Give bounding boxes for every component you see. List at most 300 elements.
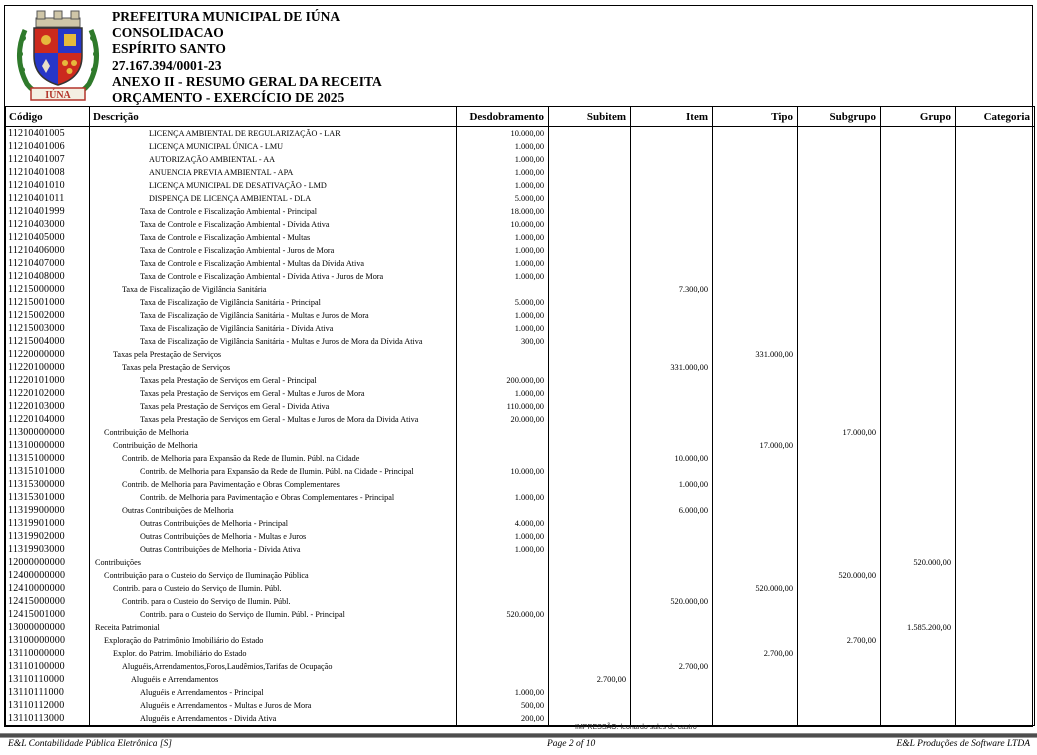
cell-subitem: [549, 166, 631, 179]
cell-item: [631, 556, 713, 569]
cell-tipo: [713, 257, 798, 270]
column-header-desdobramento: Desdobramento: [457, 107, 549, 127]
row-description: Taxas pela Prestação de Serviços em Geral - Divida Ativa: [90, 400, 457, 413]
cell-desdobramento: [457, 660, 549, 673]
table-row: [6, 478, 1035, 491]
cell-subitem: [549, 140, 631, 153]
cell-categoria: [956, 205, 1035, 218]
cell-item: [631, 413, 713, 426]
cell-categoria: [956, 517, 1035, 530]
cell-desdobramento: [457, 504, 549, 517]
cell-item: [631, 192, 713, 205]
table-row: [6, 166, 1035, 179]
row-description: Aluguéis e Arrendamentos: [90, 673, 457, 686]
row-description: Contribuição para o Custeio do Serviço de Iluminação Pública: [90, 569, 457, 582]
cell-grupo: [881, 504, 956, 517]
cell-grupo: [881, 465, 956, 478]
cell-subgrupo: [798, 244, 881, 257]
cell-categoria: [956, 127, 1035, 141]
row-code: 13100000000: [6, 634, 90, 647]
cell-subgrupo: [798, 582, 881, 595]
cell-desdobramento: 1.000,00: [457, 257, 549, 270]
row-code: 11210401010: [6, 179, 90, 192]
cell-grupo: [881, 322, 956, 335]
cell-subitem: [549, 517, 631, 530]
row-code: 11310000000: [6, 439, 90, 452]
cell-subitem: [549, 556, 631, 569]
cell-desdobramento: [457, 647, 549, 660]
row-code: 11319902000: [6, 530, 90, 543]
table-row: [6, 361, 1035, 374]
cell-subitem: [549, 660, 631, 673]
row-description: Aluguéis,Arrendamentos,Foros,Laudêmios,Tarifas de Ocupação: [90, 660, 457, 673]
cell-subitem: [549, 569, 631, 582]
row-description: Taxa de Fiscalização de Vigilância Sanitária - Principal: [90, 296, 457, 309]
cell-categoria: [956, 452, 1035, 465]
cell-item: [631, 322, 713, 335]
cell-categoria: [956, 283, 1035, 296]
cell-categoria: [956, 595, 1035, 608]
cell-item: 1.000,00: [631, 478, 713, 491]
cell-subgrupo: [798, 608, 881, 621]
cell-subitem: [549, 647, 631, 660]
table-row: [6, 309, 1035, 322]
logo-banner-text: IÚNA: [45, 90, 71, 101]
cell-desdobramento: [457, 556, 549, 569]
cell-tipo: [713, 322, 798, 335]
cell-grupo: [881, 660, 956, 673]
row-code: 11220104000: [6, 413, 90, 426]
row-description: Contrib. de Melhoria para Expansão da Rede de Ilumin. Públ. na Cidade - Principal: [90, 465, 457, 478]
cell-tipo: [713, 153, 798, 166]
cell-item: [631, 517, 713, 530]
cell-subgrupo: 2.700,00: [798, 634, 881, 647]
cell-subgrupo: [798, 218, 881, 231]
row-code: 12000000000: [6, 556, 90, 569]
cell-categoria: [956, 166, 1035, 179]
cell-desdobramento: 18.000,00: [457, 205, 549, 218]
column-header-grupo: Grupo: [881, 107, 956, 127]
cell-tipo: [713, 673, 798, 686]
cell-tipo: 2.700,00: [713, 647, 798, 660]
row-code: 11210403000: [6, 218, 90, 231]
cell-subitem: [549, 634, 631, 647]
cell-categoria: [956, 699, 1035, 712]
cell-subgrupo: [798, 517, 881, 530]
row-description: Contrib. de Melhoria para Pavimentação e Obras Complementares: [90, 478, 457, 491]
cell-item: [631, 257, 713, 270]
row-description: Outras Contribuições de Melhoria - Dívida Ativa: [90, 543, 457, 556]
cell-item: [631, 530, 713, 543]
budget-exercise-title: ORÇAMENTO - EXERCÍCIO DE 2025: [112, 90, 345, 106]
row-code: 11319901000: [6, 517, 90, 530]
table-row: [6, 179, 1035, 192]
column-header-item: Item: [631, 107, 713, 127]
cell-grupo: [881, 569, 956, 582]
cell-item: [631, 205, 713, 218]
table-row: [6, 647, 1035, 660]
table-row: [6, 296, 1035, 309]
cell-subgrupo: [798, 400, 881, 413]
row-description: Contrib. de Melhoria para Expansão da Rede de Ilumin. Públ. na Cidade: [90, 452, 457, 465]
row-code: 11210401006: [6, 140, 90, 153]
table-row: [6, 686, 1035, 699]
cell-item: [631, 569, 713, 582]
cell-subitem: [549, 530, 631, 543]
cell-grupo: [881, 283, 956, 296]
cell-tipo: [713, 595, 798, 608]
footer-page-number: Page 2 of 10: [547, 739, 596, 749]
column-header-codigo: Código: [6, 107, 90, 127]
table-row: [6, 569, 1035, 582]
row-code: 11220000000: [6, 348, 90, 361]
cell-subitem: [549, 686, 631, 699]
cell-subgrupo: [798, 192, 881, 205]
cell-tipo: 520.000,00: [713, 582, 798, 595]
column-header-subgrupo: Subgrupo: [798, 107, 881, 127]
cell-grupo: [881, 205, 956, 218]
cell-grupo: [881, 374, 956, 387]
cell-grupo: 520.000,00: [881, 556, 956, 569]
cell-subgrupo: [798, 543, 881, 556]
cell-item: [631, 634, 713, 647]
row-code: 11220100000: [6, 361, 90, 374]
row-description: Aluguéis e Arrendamentos - Multas e Juros de Mora: [90, 699, 457, 712]
cell-desdobramento: 10.000,00: [457, 218, 549, 231]
cell-desdobramento: 5.000,00: [457, 296, 549, 309]
cell-desdobramento: [457, 621, 549, 634]
cell-subitem: [549, 361, 631, 374]
cell-desdobramento: 10.000,00: [457, 127, 549, 141]
cell-grupo: [881, 712, 956, 726]
row-code: 11319903000: [6, 543, 90, 556]
cell-grupo: [881, 296, 956, 309]
cell-tipo: [713, 244, 798, 257]
row-description: Contrib. para o Custeio do Serviço de Ilumin. Públ. - Principal: [90, 608, 457, 621]
report-frame: [4, 5, 1033, 727]
footer-company-name: E&L Produções de Software LTDA: [896, 739, 1030, 749]
cell-categoria: [956, 712, 1035, 726]
table-row: [6, 140, 1035, 153]
column-header-subitem: Subitem: [549, 107, 631, 127]
cell-grupo: [881, 595, 956, 608]
cell-subgrupo: [798, 712, 881, 726]
cell-item: [631, 374, 713, 387]
cell-tipo: [713, 465, 798, 478]
row-description: DISPENÇA DE LICENÇA AMBIENTAL - DLA: [90, 192, 457, 205]
cell-item: [631, 426, 713, 439]
row-code: 13110110000: [6, 673, 90, 686]
cell-subitem: 2.700,00: [549, 673, 631, 686]
cell-subgrupo: [798, 387, 881, 400]
cell-subgrupo: [798, 322, 881, 335]
table-row: [6, 491, 1035, 504]
table-row: [6, 218, 1035, 231]
table-row: [6, 426, 1035, 439]
cell-subgrupo: [798, 205, 881, 218]
cell-categoria: [956, 491, 1035, 504]
cell-grupo: [881, 426, 956, 439]
cell-tipo: [713, 517, 798, 530]
cell-grupo: [881, 517, 956, 530]
cell-tipo: [713, 283, 798, 296]
row-description: Taxa de Controle e Fiscalização Ambiental - Juros de Mora: [90, 244, 457, 257]
table-row: [6, 283, 1035, 296]
cell-tipo: [713, 491, 798, 504]
cell-desdobramento: 10.000,00: [457, 465, 549, 478]
row-code: 11215004000: [6, 335, 90, 348]
table-row: [6, 127, 1035, 141]
cell-item: [631, 244, 713, 257]
table-row: [6, 400, 1035, 413]
cell-tipo: [713, 478, 798, 491]
row-description: Contrib. para o Custeio do Serviço de Ilumin. Públ.: [90, 582, 457, 595]
cell-desdobramento: [457, 452, 549, 465]
cell-desdobramento: 1.000,00: [457, 140, 549, 153]
cell-subgrupo: [798, 504, 881, 517]
cell-desdobramento: [457, 673, 549, 686]
row-code: 13110112000: [6, 699, 90, 712]
cell-subgrupo: [798, 686, 881, 699]
cell-tipo: 331.000,00: [713, 348, 798, 361]
cell-item: [631, 127, 713, 141]
row-description: AUTORIZAÇÃO AMBIENTAL - AA: [90, 153, 457, 166]
report-header: [5, 6, 1032, 106]
row-description: Contrib. para o Custeio do Serviço de Ilumin. Públ.: [90, 595, 457, 608]
cell-categoria: [956, 543, 1035, 556]
cell-item: [631, 647, 713, 660]
cell-item: [631, 231, 713, 244]
cell-categoria: [956, 257, 1035, 270]
cell-categoria: [956, 387, 1035, 400]
cell-subgrupo: 17.000,00: [798, 426, 881, 439]
cell-subgrupo: [798, 621, 881, 634]
row-description: Outras Contribuições de Melhoria - Multas e Juros: [90, 530, 457, 543]
footer-divider: [0, 733, 1037, 738]
row-description: Contribuição de Melhoria: [90, 426, 457, 439]
row-code: 11315101000: [6, 465, 90, 478]
cell-item: [631, 582, 713, 595]
cell-subgrupo: [798, 478, 881, 491]
cell-subitem: [549, 699, 631, 712]
table-row: [6, 465, 1035, 478]
cell-tipo: [713, 660, 798, 673]
cell-grupo: [881, 244, 956, 257]
entity-name: PREFEITURA MUNICIPAL DE IÚNA: [112, 9, 341, 24]
column-header-descricao: Descrição: [90, 107, 457, 127]
table-row: [6, 439, 1035, 452]
table-row: [6, 387, 1035, 400]
row-code: 11220101000: [6, 374, 90, 387]
cell-desdobramento: [457, 439, 549, 452]
row-description: Contrib. de Melhoria para Pavimentação e Obras Complementares - Principal: [90, 491, 457, 504]
cell-tipo: [713, 686, 798, 699]
cell-grupo: 1.585.200,00: [881, 621, 956, 634]
cell-tipo: [713, 699, 798, 712]
cell-tipo: [713, 556, 798, 569]
cell-desdobramento: 1.000,00: [457, 231, 549, 244]
cell-subgrupo: [798, 439, 881, 452]
cell-subgrupo: [798, 140, 881, 153]
cell-subgrupo: 520.000,00: [798, 569, 881, 582]
row-code: 13110113000: [6, 712, 90, 726]
table-header-row: [6, 107, 1035, 127]
cell-tipo: [713, 621, 798, 634]
table-row: [6, 673, 1035, 686]
cell-categoria: [956, 673, 1035, 686]
state-name: ESPÍRITO SANTO: [112, 41, 226, 57]
cell-subgrupo: [798, 647, 881, 660]
title-block: [112, 9, 382, 106]
cell-subgrupo: [798, 166, 881, 179]
table-row: [6, 374, 1035, 387]
row-description: Taxa de Fiscalização de Vigilância Sanitária - Dívida Ativa: [90, 322, 457, 335]
cell-grupo: [881, 699, 956, 712]
cell-subitem: [549, 218, 631, 231]
table-row: [6, 556, 1035, 569]
row-code: 11210401007: [6, 153, 90, 166]
cell-item: [631, 621, 713, 634]
cell-grupo: [881, 257, 956, 270]
cell-grupo: [881, 231, 956, 244]
name-banner: [31, 88, 85, 101]
cell-subitem: [549, 595, 631, 608]
cell-categoria: [956, 296, 1035, 309]
cell-subgrupo: [798, 361, 881, 374]
cell-subgrupo: [798, 296, 881, 309]
cell-item: [631, 387, 713, 400]
row-code: 12410000000: [6, 582, 90, 595]
cell-subitem: [549, 348, 631, 361]
row-code: 12400000000: [6, 569, 90, 582]
cell-desdobramento: 1.000,00: [457, 179, 549, 192]
cell-item: [631, 686, 713, 699]
row-description: LICENÇA MUNICIPAL ÚNICA - LMU: [90, 140, 457, 153]
cell-desdobramento: [457, 595, 549, 608]
table-row: [6, 192, 1035, 205]
cell-subitem: [549, 400, 631, 413]
cell-grupo: [881, 127, 956, 141]
annex-title: ANEXO II - RESUMO GERAL DA RECEITA: [112, 73, 382, 89]
cell-subitem: [549, 270, 631, 283]
cell-tipo: [713, 543, 798, 556]
cell-item: [631, 335, 713, 348]
cell-categoria: [956, 556, 1035, 569]
cell-desdobramento: [457, 582, 549, 595]
cell-tipo: [713, 387, 798, 400]
cell-item: [631, 543, 713, 556]
cell-desdobramento: [457, 361, 549, 374]
row-code: 11220102000: [6, 387, 90, 400]
row-description: Contribuições: [90, 556, 457, 569]
cell-tipo: [713, 270, 798, 283]
cell-item: [631, 673, 713, 686]
cell-grupo: [881, 361, 956, 374]
cell-item: [631, 439, 713, 452]
cell-subgrupo: [798, 660, 881, 673]
cell-subitem: [549, 582, 631, 595]
row-description: Taxa de Controle e Fiscalização Ambiental - Principal: [90, 205, 457, 218]
cell-subgrupo: [798, 491, 881, 504]
cell-subitem: [549, 283, 631, 296]
cell-subgrupo: [798, 335, 881, 348]
cell-grupo: [881, 530, 956, 543]
cell-categoria: [956, 582, 1035, 595]
table-row: [6, 452, 1035, 465]
row-code: 11210401005: [6, 127, 90, 141]
cell-categoria: [956, 192, 1035, 205]
row-code: 11315300000: [6, 478, 90, 491]
cell-grupo: [881, 673, 956, 686]
cell-subitem: [549, 127, 631, 141]
column-header-categoria: Categoria: [956, 107, 1035, 127]
cell-categoria: [956, 621, 1035, 634]
row-code: 11210407000: [6, 257, 90, 270]
cell-categoria: [956, 153, 1035, 166]
table-row: [6, 335, 1035, 348]
row-code: 13110111000: [6, 686, 90, 699]
cell-item: [631, 270, 713, 283]
table-row: [6, 608, 1035, 621]
table-row: [6, 595, 1035, 608]
cell-item: 331.000,00: [631, 361, 713, 374]
row-code: 12415000000: [6, 595, 90, 608]
cell-subitem: [549, 504, 631, 517]
row-description: Receita Patrimonial: [90, 621, 457, 634]
cell-subgrupo: [798, 374, 881, 387]
cell-item: 7.300,00: [631, 283, 713, 296]
cell-subgrupo: [798, 257, 881, 270]
cell-item: [631, 608, 713, 621]
row-code: 11315301000: [6, 491, 90, 504]
cell-grupo: [881, 452, 956, 465]
cell-subitem: [549, 205, 631, 218]
cell-desdobramento: 1.000,00: [457, 530, 549, 543]
cell-subitem: [549, 478, 631, 491]
row-description: Taxas pela Prestação de Serviços em Geral - Multas e Juros de Mora: [90, 387, 457, 400]
cell-tipo: [713, 296, 798, 309]
cell-categoria: [956, 647, 1035, 660]
row-description: Taxas pela Prestação de Serviços: [90, 361, 457, 374]
cell-item: [631, 400, 713, 413]
cell-grupo: [881, 478, 956, 491]
cell-tipo: 17.000,00: [713, 439, 798, 452]
cell-desdobramento: 1.000,00: [457, 270, 549, 283]
cell-subgrupo: [798, 413, 881, 426]
cell-desdobramento: 1.000,00: [457, 543, 549, 556]
table-row: [6, 530, 1035, 543]
cell-subitem: [549, 452, 631, 465]
cell-item: 10.000,00: [631, 452, 713, 465]
cell-categoria: [956, 335, 1035, 348]
cnpj-number: 27.167.394/0001-23: [112, 57, 222, 73]
cell-categoria: [956, 179, 1035, 192]
row-description: Explor. do Patrim. Imobiliário do Estado: [90, 647, 457, 660]
cell-tipo: [713, 309, 798, 322]
row-description: Taxa de Controle e Fiscalização Ambiental - Dívida Ativa - Juros de Mora: [90, 270, 457, 283]
row-code: 11215000000: [6, 283, 90, 296]
table-row: [6, 257, 1035, 270]
cell-grupo: [881, 400, 956, 413]
cell-categoria: [956, 530, 1035, 543]
cell-subitem: [549, 335, 631, 348]
cell-grupo: [881, 192, 956, 205]
row-description: Outras Contribuições de Melhoria - Principal: [90, 517, 457, 530]
cell-subitem: [549, 543, 631, 556]
cell-categoria: [956, 426, 1035, 439]
table-row: [6, 582, 1035, 595]
cell-subitem: [549, 465, 631, 478]
